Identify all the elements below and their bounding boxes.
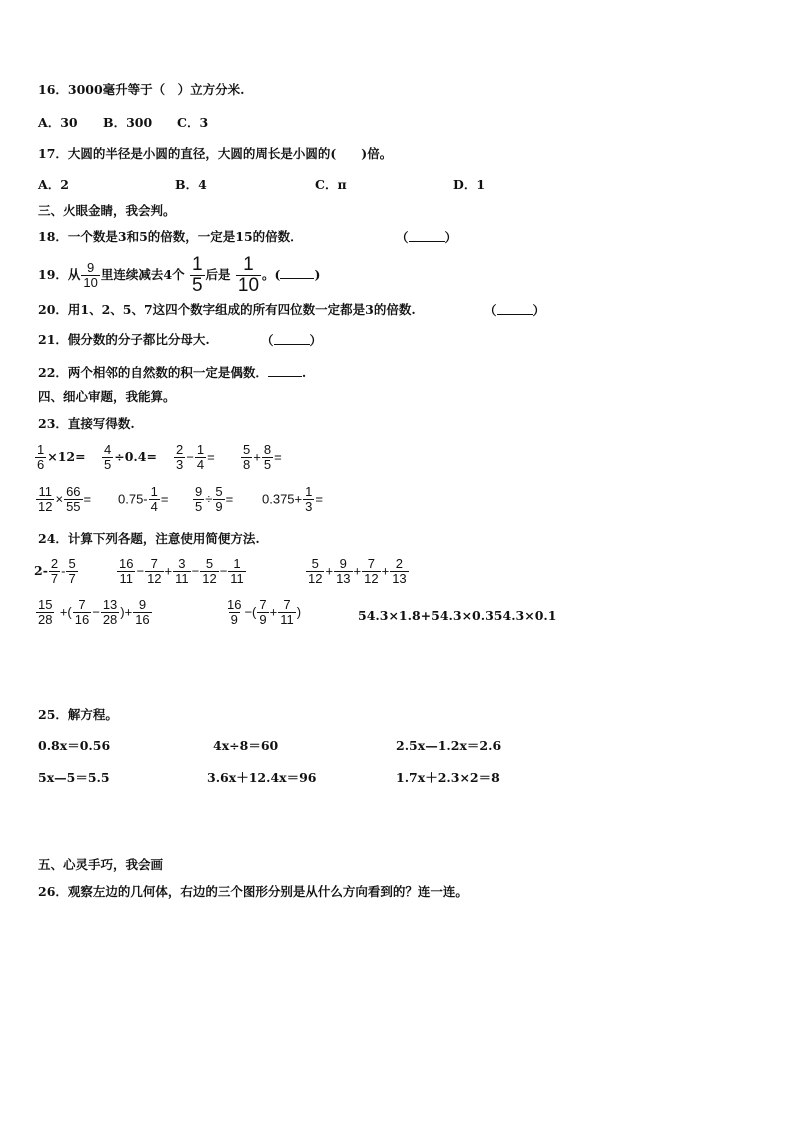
q22-answer-blank[interactable] <box>268 366 302 377</box>
paren-close: ） <box>309 333 323 348</box>
fraction <box>101 598 119 626</box>
numerator: 2 <box>50 556 59 571</box>
numerator: 11 <box>38 484 52 499</box>
numerator: 7 <box>283 597 291 612</box>
expr-tail: = <box>160 491 169 507</box>
operator: + <box>325 563 334 579</box>
expr-prefix: 2- <box>34 562 48 578</box>
denominator: 28 <box>102 611 118 627</box>
operator: +( <box>59 604 72 620</box>
denominator: 7 <box>50 570 59 586</box>
denominator: 12 <box>38 498 53 514</box>
calc-item <box>118 485 168 513</box>
operator: − <box>219 563 228 579</box>
paren-open: （ <box>261 333 274 348</box>
denominator: 6 <box>37 456 45 472</box>
calc-expression <box>305 557 410 585</box>
numerator: 3 <box>178 556 186 571</box>
calc-expression <box>34 557 79 585</box>
fraction <box>200 557 218 585</box>
operator: + <box>269 604 278 620</box>
fraction <box>193 485 204 513</box>
denominator: 13 <box>392 570 407 586</box>
numerator: 15 <box>38 597 53 612</box>
calc-item <box>262 485 323 513</box>
q17-option-c[interactable]: C．π <box>315 177 347 192</box>
q22-text: 22．两个相邻的自然数的积一定是偶数． <box>38 365 268 380</box>
numerator: 1 <box>196 442 205 457</box>
numerator: 7 <box>367 556 375 571</box>
paren-open: （ <box>484 303 497 318</box>
fraction <box>81 261 99 289</box>
numerator: 4 <box>104 442 112 457</box>
fraction <box>36 598 54 626</box>
numerator: 5 <box>215 484 223 499</box>
denominator: 5 <box>263 456 272 472</box>
calc-item <box>34 443 86 471</box>
denominator: 4 <box>150 498 158 514</box>
expr-tail: = <box>83 491 92 507</box>
numerator: 13 <box>102 597 118 612</box>
denominator: 11 <box>119 570 133 586</box>
q20-answer-blank[interactable] <box>484 304 545 318</box>
denominator: 10 <box>83 274 98 290</box>
fraction <box>149 485 160 513</box>
equation: 5x—5＝5.5 <box>38 770 110 785</box>
numerator: 1 <box>150 484 158 499</box>
fraction <box>64 485 82 513</box>
q22-end: . <box>301 365 307 380</box>
denominator: 11 <box>280 611 294 627</box>
numerator: 8 <box>263 442 272 457</box>
q16-option-c[interactable]: C．3 <box>177 115 209 130</box>
question-20: 20．用1、2、5、7这四个数字组成的所有四位数一定都是3的倍数. <box>38 302 416 317</box>
denominator: 11 <box>230 570 244 586</box>
expr-tail: = <box>207 449 215 465</box>
numerator: 7 <box>78 597 86 612</box>
operator: ) <box>296 604 302 620</box>
fraction <box>225 598 243 626</box>
q18-answer-blank[interactable] <box>396 231 457 245</box>
calc-item <box>101 443 157 471</box>
section-5-heading: 五、心灵手巧，我会画 <box>38 857 164 872</box>
expr-tail: ÷0.4= <box>114 448 157 464</box>
numerator: 9 <box>87 260 95 276</box>
numerator: 1 <box>233 556 241 571</box>
question-18: 18．一个数是3和5的倍数，一定是15的倍数． <box>38 229 303 244</box>
numerator: 5 <box>311 556 319 571</box>
operator: ÷ <box>205 491 213 507</box>
fraction <box>262 443 273 471</box>
numerator: 1 <box>243 254 254 275</box>
operator: + <box>381 563 390 579</box>
numerator: 9 <box>339 556 347 571</box>
numerator: 5 <box>205 556 214 571</box>
expr-tail: ×12= <box>47 448 86 464</box>
question-22 <box>38 366 306 380</box>
fraction <box>49 557 60 585</box>
numerator: 7 <box>150 556 158 571</box>
question-25-title: 25．解方程。 <box>38 707 118 722</box>
denominator: 12 <box>308 570 323 586</box>
q16-option-a[interactable]: A．30 <box>38 115 78 130</box>
numerator: 2 <box>176 442 184 457</box>
q19-mid: 里连续减去4个 <box>100 267 185 283</box>
expr-prefix: 0.375+ <box>262 491 303 507</box>
q19-answer-blank[interactable] <box>280 268 314 279</box>
numerator: 5 <box>68 556 76 571</box>
fraction <box>257 598 268 626</box>
operator: − <box>92 604 100 620</box>
fraction <box>145 557 163 585</box>
calc-expression: 54.3×1.8+54.3×0.354.3×0.1 <box>358 608 557 623</box>
question-19 <box>38 255 320 296</box>
denominator: 13 <box>336 570 351 586</box>
denominator: 9 <box>230 611 238 627</box>
equation: 4x÷8＝60 <box>213 738 279 753</box>
calc-expression <box>35 598 153 626</box>
question-21: 21．假分数的分子都比分母大. <box>38 332 210 347</box>
fraction <box>306 557 324 585</box>
numerator: 66 <box>66 484 81 499</box>
question-26: 26．观察左边的几何体，右边的三个图形分别是从什么方向看到的？连一连。 <box>38 884 468 899</box>
fraction <box>73 598 91 626</box>
denominator: 9 <box>215 498 223 514</box>
fraction <box>173 557 191 585</box>
fraction <box>213 485 224 513</box>
paren-open: （ <box>396 230 409 245</box>
denominator: 16 <box>74 611 90 627</box>
denominator: 3 <box>305 498 313 514</box>
fraction <box>36 485 54 513</box>
denominator: 10 <box>237 274 260 296</box>
denominator: 3 <box>176 456 184 472</box>
operator: )+ <box>120 604 133 620</box>
fraction <box>334 557 352 585</box>
denominator: 4 <box>196 456 205 472</box>
fraction <box>390 557 408 585</box>
fraction <box>66 557 77 585</box>
fraction <box>195 443 206 471</box>
denominator: 5 <box>191 274 203 296</box>
q17-option-b[interactable]: B．4 <box>175 177 207 192</box>
q19-prefix: 19．从 <box>38 267 81 283</box>
denominator: 12 <box>147 570 162 586</box>
fraction <box>241 443 252 471</box>
paren-close: ) <box>314 267 321 283</box>
operator: + <box>164 563 173 579</box>
fraction <box>174 443 185 471</box>
q19-end: 。( <box>262 267 281 283</box>
numerator: 1 <box>191 254 203 275</box>
fraction <box>190 255 205 296</box>
operator: −( <box>244 604 257 620</box>
denominator: 12 <box>202 570 217 586</box>
fraction <box>236 255 261 296</box>
q17-option-d[interactable]: D．1 <box>453 177 486 192</box>
q16-option-b[interactable]: B．300 <box>103 115 153 130</box>
denominator: 55 <box>66 498 81 514</box>
numerator: 1 <box>305 484 313 499</box>
numerator: 5 <box>243 442 251 457</box>
fraction <box>303 485 314 513</box>
section-3-heading: 三、火眼金睛，我会判。 <box>38 203 176 218</box>
denominator: 9 <box>259 611 267 627</box>
fraction <box>228 557 246 585</box>
fraction <box>278 598 296 626</box>
operator: + <box>353 563 362 579</box>
section-4-heading: 四、细心审题，我能算。 <box>38 389 176 404</box>
q17-option-a[interactable]: A．2 <box>38 177 69 192</box>
numerator: 16 <box>227 597 242 612</box>
operator: − <box>186 449 194 465</box>
question-23-title: 23．直接写得数. <box>38 416 135 431</box>
operator: − <box>136 563 145 579</box>
operator: - <box>61 563 66 579</box>
q19-after: 后是 <box>205 267 231 283</box>
expr-tail: = <box>225 491 234 507</box>
numerator: 7 <box>259 597 267 612</box>
denominator: 8 <box>243 456 251 472</box>
calc-item <box>192 485 233 513</box>
operator: + <box>253 449 261 465</box>
denominator: 5 <box>104 456 112 472</box>
numerator: 9 <box>138 597 147 612</box>
question-24-title: 24．计算下列各题，注意使用简便方法. <box>38 531 260 546</box>
numerator: 16 <box>119 556 134 571</box>
question-17: 17．大圆的半径是小圆的直径，大圆的周长是小圆的( )倍。 <box>38 146 393 161</box>
equation: 2.5x—1.2x＝2.6 <box>396 738 502 753</box>
fraction <box>117 557 135 585</box>
denominator: 16 <box>135 611 150 627</box>
denominator: 12 <box>364 570 379 586</box>
calc-item <box>173 443 215 471</box>
fraction <box>35 443 46 471</box>
question-16: 16．3000毫升等于（ ）立方分米. <box>38 82 245 97</box>
q21-answer-blank[interactable] <box>261 334 322 348</box>
denominator: 28 <box>38 611 53 627</box>
denominator: 11 <box>175 570 189 586</box>
numerator: 2 <box>395 556 404 571</box>
calc-item <box>35 485 91 513</box>
operator: × <box>55 491 64 507</box>
equation: 0.8x＝0.56 <box>38 738 111 753</box>
calc-expression <box>116 557 247 585</box>
equation: 3.6x＋12.4x＝96 <box>207 770 317 785</box>
calc-item <box>240 443 282 471</box>
paren-close: ） <box>532 303 546 318</box>
denominator: 5 <box>195 498 203 514</box>
equation: 1.7x＋2.3×2＝8 <box>396 770 500 785</box>
fraction <box>102 443 113 471</box>
fraction <box>133 598 151 626</box>
expr-tail: = <box>315 491 323 507</box>
numerator: 1 <box>37 442 45 457</box>
expr-tail: = <box>274 449 282 465</box>
operator: − <box>191 563 200 579</box>
expr-prefix: 0.75- <box>118 491 148 507</box>
fraction <box>362 557 380 585</box>
denominator: 7 <box>68 570 76 586</box>
calc-expression <box>224 598 301 626</box>
numerator: 9 <box>195 484 203 499</box>
paren-close: ） <box>444 230 458 245</box>
